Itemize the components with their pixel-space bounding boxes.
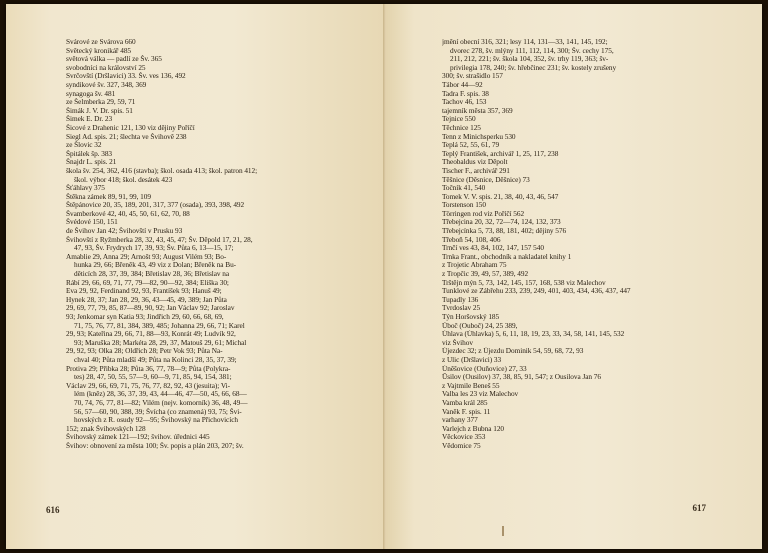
index-entry-line: Siegl Ad. spis. 21; šlechta ve Švihově 238 [66, 132, 187, 141]
index-entry-line: synagoga šv. 481 [66, 89, 116, 98]
index-entry-line: Třebejcina 20, 32, 72—74, 124, 132, 373 [442, 218, 561, 227]
index-entry-line: Švamberkové 42, 40, 45, 50, 61, 62, 70, 88 [66, 209, 190, 218]
index-entry-line: Tadra F. spis. 38 [442, 89, 489, 98]
index-entry-line: viz Švihov [442, 338, 473, 347]
index-entry-line: Tvrdoslav 25 [442, 304, 481, 313]
index-entry-line: Švédové 150, 151 [66, 218, 118, 227]
index-entry-line: Vaněk F. spis. 11 [442, 407, 491, 416]
right-index-column [442, 38, 726, 451]
index-entry-line: Vědomice 75 [442, 441, 481, 450]
index-entry-line: Václav 29, 66, 69, 71, 75, 76, 77, 82, 92, 43 (jesuita); Vi- [66, 381, 231, 390]
index-entry-line: Těchnice 125 [442, 123, 481, 132]
index-entry-line: Úněšovice (Ouňovice) 27, 33 [442, 364, 527, 373]
index-entry-line: 93; Jenkomar syn Katia 93; Jindřich 29, 60, 66, 68, 69, [66, 313, 224, 321]
index-entry-line: Protiva 29; Přibka 28; Půta 36, 77, 78—9; Půta (Polykra- [66, 364, 231, 373]
index-entry-line: Amablie 29, Anna 29; Arnošt 93; August Vilém 93; Bo- [66, 252, 227, 261]
index-entry-line: syndikové šv. 327, 348, 369 [66, 80, 147, 89]
index-entry-line: jmění obecní 316, 321; lesy 114, 131—33, 141, 145, 192; [442, 38, 608, 46]
index-entry-line: 47, 93, Šv. Frydrych 17, 39, 93; Šv. Půta 6, 13—15, 17; [74, 244, 234, 253]
index-entry-line: Varlejch z Bubna 120 [442, 424, 505, 433]
left-page-number: 616 [46, 505, 60, 515]
right-page-number: 617 [692, 503, 706, 513]
index-entry-line: Trnčí ves 43, 84, 102, 147, 157 540 [442, 244, 544, 253]
index-entry-line: Úhlava (Úhlavka) 5, 6, 11, 18, 19, 23, 33, 34, 58, 141, 145, 532 [442, 330, 625, 339]
index-entry-line: 56, 57—60, 90, 388, 39; Švícha (co znamená) 93, 75; Švi- [74, 407, 242, 416]
index-entry-line: z Trojetic Abraham 75 [442, 261, 507, 270]
index-entry-line: svobodníci na království 25 [66, 63, 146, 72]
index-entry-line: hunka 29, 66; Břeněk 43, 49 viz z Dolan; Břeněk na Bu- [74, 261, 237, 270]
index-entry-line: Eva 29, 92, Ferdinand 92, 93, Frantíšek 93; Hanuš 49; [66, 287, 222, 296]
index-entry-line: světová válka — padlí ze Šv. 365 [66, 55, 162, 64]
index-entry-line: Šťáhlavy 375 [66, 184, 105, 193]
index-entry-line: Šimek E. Dr. 23 [66, 115, 113, 124]
index-entry-line: ze Šelmberka 29, 59, 71 [66, 98, 136, 107]
index-entry-line: Trnka Frant., obchodník a nakladatel knihy 1 [442, 252, 572, 261]
index-entry-line: Věckovice 353 [442, 433, 486, 442]
index-entry-line: Třebejcínka 5, 73, 88, 181, 402; dějiny 576 [442, 227, 567, 236]
index-entry-line: Švihov: obnovení za města 100; Šv. popis a plán 203, 207; šv. [66, 441, 244, 450]
index-entry-line: Šicové z Drahenic 121, 130 viz dějiny Poříčí [66, 123, 195, 132]
index-entry-line: Tachov 46, 153 [442, 98, 487, 107]
index-entry-line: Šnajdr L. spis. 21 [66, 158, 117, 167]
index-entry-line: Těšnice (Děsnice, Děšnice) 73 [442, 175, 530, 184]
index-entry-line: z Vajtmile Beneš 55 [442, 381, 500, 390]
index-entry-line: z Ulic (Dršlavici) 33 [442, 355, 502, 364]
index-entry-line: Tunklové ze Zábřehu 233, 239, 249, 401, 403, 434, 436, 437, 447 [442, 287, 631, 296]
index-entry-line: dvorec 278, šv. mlýny 111, 112, 114, 300; Šv. cechy 175, [450, 46, 614, 55]
index-entry-line: Světecký kronikář 485 [66, 46, 132, 55]
index-entry-line: Švihovský zámek 121—192; švihov. úřednici 445 [66, 433, 210, 442]
index-entry-line: Újezdec 32; z Újezdu Dominik 54, 59, 68, 72, 93 [442, 347, 584, 356]
index-entry-line: Tomek V. V. spis. 21, 38, 40, 43, 46, 547 [442, 192, 559, 201]
index-entry-line: Vamba král 285 [442, 398, 488, 407]
index-entry-line: 152; znak Švihovských 128 [66, 424, 146, 433]
index-entry-line: Teplý František, archivář 1, 25, 117, 238 [442, 149, 559, 158]
index-entry-line: Rábí 29, 66, 69, 71, 77, 79—82, 90—92, 384; Eliška 30; [66, 278, 229, 287]
index-entry-line: Torstenson 150 [442, 201, 486, 210]
index-entry-line: Trštějn mýn 5, 73, 142, 145, 157, 168, 538 viz Malechov [442, 278, 606, 287]
index-entry-line: Štěpánovice 20, 35, 189, 201, 317, 377 (osada), 393, 398, 492 [66, 201, 245, 210]
index-entry-line: Tupadly 136 [442, 295, 479, 304]
index-entry-line: lém (kněz) 28, 36, 37, 39, 43, 44—46, 47—50, 45, 66, 68— [74, 390, 247, 399]
index-entry-line: Špitálek šp. 383 [66, 149, 113, 158]
index-entry-line: Theobaldus viz Děpolt [442, 158, 508, 167]
index-entry-line: chval 40; Půta mladší 49; Půta na Kolinci 28, 35, 37, 39; [74, 355, 237, 364]
index-entry-line: Ůboč (Ouboč) 24, 25 389, [442, 321, 518, 330]
index-entry-line: škola šv. 254, 362, 416 (stavba); škol. osada 413; škol. patron 412; [66, 166, 258, 175]
index-entry-line: Točník 41, 540 [442, 184, 486, 193]
index-entry-line: Štěkna zámek 89, 91, 99, 109 [66, 192, 151, 201]
index-entry-line: děticích 28, 37, 39, 384; Břetislav 28, 36; Břetislav na [74, 270, 230, 279]
index-entry-line: 211, 212, 221; šv. škola 104, 352, šv. trhy 119, 363; šv- [450, 55, 609, 64]
index-entry-line: privilegia 178, 240; šv. hřebčinec 231; šv. kostely zrušeny [450, 63, 617, 72]
index-entry-line: Švihovští z Ryžmberka 28, 32, 43, 45, 47; Šv. Děpold 17, 21, 28, [66, 235, 253, 244]
index-entry-line: Törringen rod viz Poříčí 562 [442, 209, 525, 218]
book-spread [6, 4, 762, 549]
index-entry-line: Třeboň 54, 108, 406 [442, 235, 501, 244]
page-blemish [502, 526, 504, 536]
index-entry-line: Tábor 44—92 [442, 80, 483, 89]
index-entry-line: 70, 74, 76, 77, 81—82; Vilém (nejv. komorník) 36, 48, 49— [74, 398, 248, 407]
index-entry-line: Hynek 28, 37; Jan 28, 29, 36, 43—45, 49, 389; Jan Půta [66, 295, 227, 304]
index-entry-line: Šimák J. V. Dr. spis. 51 [66, 106, 133, 115]
index-entry-line: Ūsilov (Ousilov) 37, 38, 85, 91, 547; z Ousilova Jan 76 [442, 373, 601, 382]
index-entry-line: varhany 377 [442, 416, 478, 425]
index-entry-line: 29, 92, 93; Olka 28; Oldřich 28; Petr Vok 93; Půta Na- [66, 347, 223, 356]
index-entry-line: hovských z R. osudy 92—95; Švihovský na Přichovicích [74, 416, 239, 425]
index-entry-line: 71, 75, 76, 77, 81, 384, 389, 485; Johanna 29, 66, 71; Karel [74, 321, 245, 330]
index-entry-line: Tischer F., archivář 291 [442, 166, 510, 175]
index-entry-line: Teplá 52, 55, 61, 79 [442, 141, 500, 150]
index-entry-line: 300; šv. strašidlo 157 [442, 72, 503, 81]
left-page [6, 4, 384, 549]
index-entry-line: Tenn z Minichsperku 530 [442, 132, 516, 141]
index-entry-line: Tejnice 550 [442, 115, 476, 124]
index-entry-line: Svrčovští (Dršlavici) 33. Šv. ves 136, 492 [66, 72, 186, 81]
index-entry-line: z Tropčic 39, 49, 57, 389, 492 [442, 270, 529, 279]
index-entry-line: 29, 93; Kateřina 29, 66, 71, 88—93, Konrát 49; Ludvík 92, [66, 330, 236, 339]
book-gutter [383, 4, 386, 549]
index-entry-line: ze Šlovic 32 [66, 141, 102, 150]
index-entry-line: tajemník města 357, 369 [442, 106, 513, 115]
index-entry-line: de Švihov Jan 42; Švihovští v Prusku 93 [66, 227, 183, 236]
index-entry-line: Svárové ze Svárova 660 [66, 38, 136, 46]
index-entry-line: tes) 28, 47, 50, 55, 57—9, 60—9, 71, 85, 94, 154, 381; [74, 373, 232, 382]
index-entry-line: škol. výbor 418; škol. desátek 423 [74, 175, 173, 184]
index-entry-line: Valba les 23 viz Malechov [442, 390, 519, 399]
left-index-column [66, 38, 350, 451]
index-entry-line: 29, 69, 77, 79, 85, 87—89, 90, 92; Jan Václav 92; Jaroslav [66, 304, 235, 313]
index-entry-line: 93; Maruška 28; Markéta 28, 29, 37, Matouš 29, 61; Michal [74, 338, 247, 347]
right-page [384, 4, 762, 549]
index-entry-line: Týn Horšovský 185 [442, 313, 500, 321]
